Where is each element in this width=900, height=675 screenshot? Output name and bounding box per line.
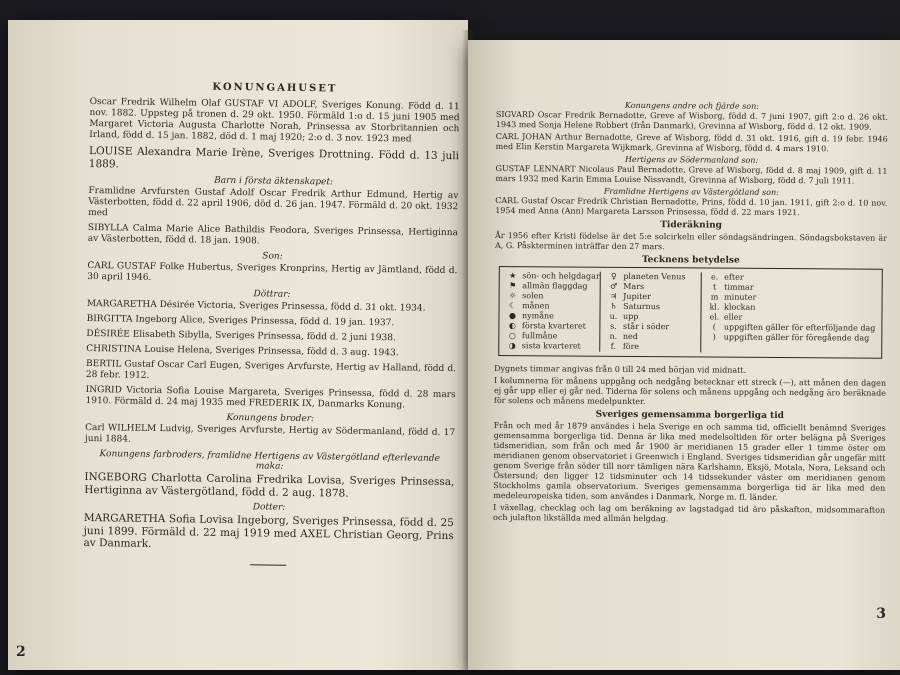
legend-symbol: ⚑ — [509, 281, 517, 291]
carl-johan-entry: CARL JOHAN Arthur Bernadotte, Greve af Wisborg, född d. 31 okt. 1916, gift d. 19 febr. 1946 med Elin Kerstin Margareta Wijkmark, Grevinna af Wisborg, född d. 4 mars 1910. — [495, 131, 888, 154]
page-number-left: 2 — [16, 644, 26, 660]
legend-label: allmän flaggdag — [519, 281, 588, 291]
christina-entry: CHRISTINA Louise Helena, Sveriges Prinsessa, född d. 3 aug. 1943. — [86, 343, 399, 359]
legend-item — [607, 292, 701, 303]
legend-item — [505, 311, 599, 322]
birgitta-entry: BIRGITTA Ingeborg Alice, Sveriges Prinsessa, född d. 19 jan. 1937. — [86, 313, 395, 329]
sibylla-entry: SIBYLLA Calma Marie Alice Bathildis Feodora, Sveriges Prinsessa, Hertiginna av Västerbotten, född d. 18 jan. 1908. — [87, 222, 458, 247]
legend-symbol: e. — [710, 272, 719, 282]
legend-label: ned — [620, 331, 638, 341]
legend-symbol: n. — [609, 331, 618, 341]
symbol-legend — [498, 266, 883, 359]
tideräkning-text: År 1956 efter Kristi födelse är det 5:e solcirkeln eller söndagsändringen. Söndagsbokstaven är A, G. Påskterminen inträffar den 27 mars. — [494, 230, 888, 252]
left-page-content — [83, 80, 460, 568]
legend-label: sön- och helgdagar — [519, 271, 600, 281]
legend-item — [707, 332, 875, 343]
legend-symbol: ♃ — [610, 291, 618, 301]
legend-label: klockan — [721, 302, 756, 312]
legend-symbol: m — [710, 292, 719, 302]
legend-symbol: u. — [609, 311, 618, 321]
children-label: Barn i första äktenskapet: — [214, 175, 334, 188]
queen-entry: LOUISE Alexandra Marie Irène, Sveriges Drottning. Född d. 13 juli 1889. — [88, 144, 460, 170]
legend-symbol: ♀ — [610, 271, 617, 281]
legend-label: uppgiften gäller för föregående dag — [721, 332, 870, 343]
king-entry: Oscar Fredrik Wilhelm Olaf GUSTAF VI ADOLF, Sveriges Konung. Född d. 11 nov. 1882. Uppsteg på tronen d. 29 okt. 1950. Förmäld 1:o d. 15 juni 1905 med Margaret Victoria Augusta Charlotte Norah, Prinsessa av Storbritannien och Irland, född d. 15 jan. 1882, död d. 1 maj 1920; 2:o d. 3 nov. 1923 med — [89, 96, 460, 145]
bertil-entry: BERTIL Gustaf Oscar Carl Eugen, Sveriges Arvfurste, Hertig av Halland, född d. 28 febr. 1912. — [85, 358, 457, 381]
legend-label: sista kvarteret — [519, 341, 581, 351]
legend-label: eller — [721, 312, 743, 322]
carl-gustaf-entry: CARL GUSTAF Folke Hubertus, Sveriges Kronprins, Hertig av Jämtland, född d. 30 april 1946. — [87, 260, 458, 283]
legend-column-1 — [505, 271, 600, 352]
tecknens-title: Tecknens betydelse — [641, 255, 740, 266]
legend-symbol: ☾ — [508, 301, 517, 311]
legend-symbol: el. — [709, 312, 720, 322]
legend-symbol: ○ — [508, 331, 516, 341]
ingeborg-entry: INGEBORG Charlotta Carolina Fredrika Lovisa, Sveriges Prinsessa, Hertiginna av Västergötland, född d. 2 aug. 1878. — [84, 470, 455, 500]
vastergotland-label: Framlidne Hertigens av Västergötland son: — [603, 186, 779, 197]
legend-symbol: kl. — [709, 302, 720, 312]
legend-label: före — [620, 341, 640, 352]
dygnets-text: Dygnets timmar angivas från 0 till 24 med början vid midnatt. — [494, 363, 747, 375]
legend-label: står i söder — [620, 321, 670, 332]
brother-label: Konungens broder: — [226, 412, 315, 425]
sodermanland-label: Hertigens av Södermanland son: — [624, 154, 759, 165]
legend-symbol: ) — [712, 332, 716, 342]
legend-item — [606, 332, 700, 343]
legend-symbol: ♂ — [610, 281, 618, 291]
legend-item — [607, 302, 701, 313]
legend-item — [506, 301, 600, 312]
legend-symbol: ★ — [509, 271, 517, 281]
legend-label: första kvarteret — [519, 321, 586, 331]
legend-label: uppgiften gäller för efterföljande dag — [721, 322, 876, 333]
daughter-label: Dotter: — [252, 502, 286, 513]
legend-item — [505, 331, 599, 342]
legend-item — [606, 322, 700, 333]
uncle-widow-label: Konungens farbroders, framlidne Hertigens av Västergötland efterlevande maka: — [99, 449, 440, 472]
legend-label: upp — [620, 311, 639, 321]
legend-item — [607, 272, 701, 283]
borgerliga-title: Sveriges gemensamma borgerliga tid — [595, 409, 784, 422]
kolumnerna-text: I kolumnerna för månens uppgång och nedgång betecknar ett streck (—), att månen den dagen ej går upp eller ej går ned. Tiderna för solens och månens uppgång och nedgång äro beräknade för solens och månens medelpunkter. — [493, 375, 887, 407]
legend-symbol: s. — [610, 321, 617, 331]
daughters-label: Döttrar: — [253, 289, 291, 300]
legend-item — [505, 321, 599, 332]
right-page — [468, 40, 900, 670]
ingrid-entry: INGRID Victoria Sofia Louise Margareta, Sveriges Prinsessa, född d. 28 mars 1910. Förmäld d. 24 maj 1935 med FREDERIK IX, Danmarks Konung. — [85, 384, 456, 411]
legend-column-3 — [700, 272, 876, 353]
lennart-entry: GUSTAF LENNART Nicolaus Paul Bernadotte, Greve af Wisborg, född d. 8 maj 1909, gift d. 11 mars 1932 med Karin Emma Louise Nissvandt, Grevinna af Wisborg, född d. 7 juli 1911. — [495, 163, 888, 186]
legend-label: timmar — [721, 282, 754, 292]
left-page — [8, 20, 468, 670]
legend-item — [607, 282, 701, 293]
legend-symbol: ☼ — [508, 291, 517, 301]
legend-item — [606, 342, 700, 353]
legend-symbol: ● — [508, 311, 516, 321]
legend-symbol: ◑ — [508, 341, 516, 351]
legend-item — [606, 312, 700, 323]
sigvard-entry: SIGVARD Oscar Fredrik Bernadotte, Greve af Wisborg, född d. 7 juni 1907, gift 2:o d. 26 okt. 1943 med Sonja Helene Robbert (från Danmark), Grevinna af Wisborg, född d. 12 okt. 1909. — [495, 109, 888, 132]
legend-label: fullmåne — [519, 331, 558, 341]
legend-column-2 — [599, 272, 700, 353]
legend-item — [506, 281, 600, 292]
legend-label: Saturnus — [620, 301, 661, 312]
legend-label: månen — [519, 301, 550, 311]
legend-label: planeten Venus — [620, 271, 686, 282]
carl-entry: CARL Gustaf Oscar Fredrik Christian Bernadotte, Prins, född d. 10 jan. 1911, gift 2:o d. 10 nov. 1954 med Anna (Ann) Margareta Larsson Prinsessa, född d. 22 mars 1921. — [495, 195, 888, 218]
legend-label: Jupiter — [620, 291, 652, 302]
margaretha2-entry: MARGARETHA Sofia Lovisa Ingeborg, Sveriges Prinsessa, född d. 25 juni 1899. Förmäld d. 22 maj 1919 med AXEL Christian Georg, Prins av Danmark. — [83, 511, 454, 550]
borgerliga-text: Från och med år 1879 användes i hela Sverige en och samma tid, officiellt benämnd Sveriges gemensamma borgerliga tid. Denna är lika med medelsoltiden för orter belägna på Sveriges tidsmeridian, som från och med år 1900 är meridianen 15 grader eller 1 timme öster om meridianen genom observatoriet i Greenwich i England. Sveriges tidsmeridian går ungefär mitt genom Sverige från söder till norr tämligen nära Karlshamn, Eksjö, Motala, Nora, Leksand och Östersund; den ligger 12 tidsminuter och 14 tidssekunder väster om meridianen genom Stockholms gamla observatorium. Sveriges gemensamma borgerliga tid är lika med den medeleuropeiska tiden, som användes i Danmark, Norge m. fl. länder. — [493, 420, 886, 502]
tideräkning-title: Tideräkning — [660, 220, 723, 231]
page-number-right: 3 — [876, 606, 886, 622]
legend-symbol: f. — [610, 341, 616, 351]
margaretha-entry: MARGARETHA Désirée Victoria, Sveriges Prinsessa, född d. 31 okt. 1934. — [86, 298, 426, 314]
legend-symbol: ( — [712, 322, 716, 332]
sons-label: Konungens andre och fjärde son: — [624, 100, 759, 111]
legend-symbol: ◐ — [508, 321, 516, 331]
desiree-entry: DÉSIRÉE Elisabeth Sibylla, Sveriges Prinsessa, född d. 2 juni 1938. — [86, 328, 396, 344]
gustaf-adolf-entry: Framlidne Arvfursten Gustaf Adolf Oscar Fredrik Arthur Edmund, Hertig av Västerbotten, född d. 22 april 1906, död d. 26 jan. 1947. Förmäld d. 20 okt. 1932 med — [88, 185, 459, 219]
legend-label: Mars — [620, 281, 645, 292]
legend-label: efter — [721, 272, 744, 282]
carl-wilhelm-entry: Carl WILHELM Ludvig, Sveriges Arvfurste, Hertig av Södermanland, född d. 17 juni 1884. — [84, 422, 456, 445]
divider — [250, 564, 286, 566]
legend-label: minuter — [721, 292, 757, 302]
son-label: Son: — [262, 251, 283, 262]
legend-item — [506, 291, 600, 302]
legend-label: solen — [519, 291, 544, 301]
legend-item — [506, 271, 600, 282]
legend-symbol: ♄ — [609, 301, 618, 311]
right-page-content — [493, 98, 888, 528]
legend-label: nymåne — [519, 311, 554, 321]
legend-item — [505, 341, 599, 352]
page-heading: KONUNGAHUSET — [212, 81, 338, 95]
legend-symbol: t — [712, 282, 717, 292]
vaxeldag-text: I växellag, checklag och lag om beräkning av lagstadgad tid äro påskafton, midsommarafton och julafton likställda med allmän helgdag. — [493, 502, 886, 524]
